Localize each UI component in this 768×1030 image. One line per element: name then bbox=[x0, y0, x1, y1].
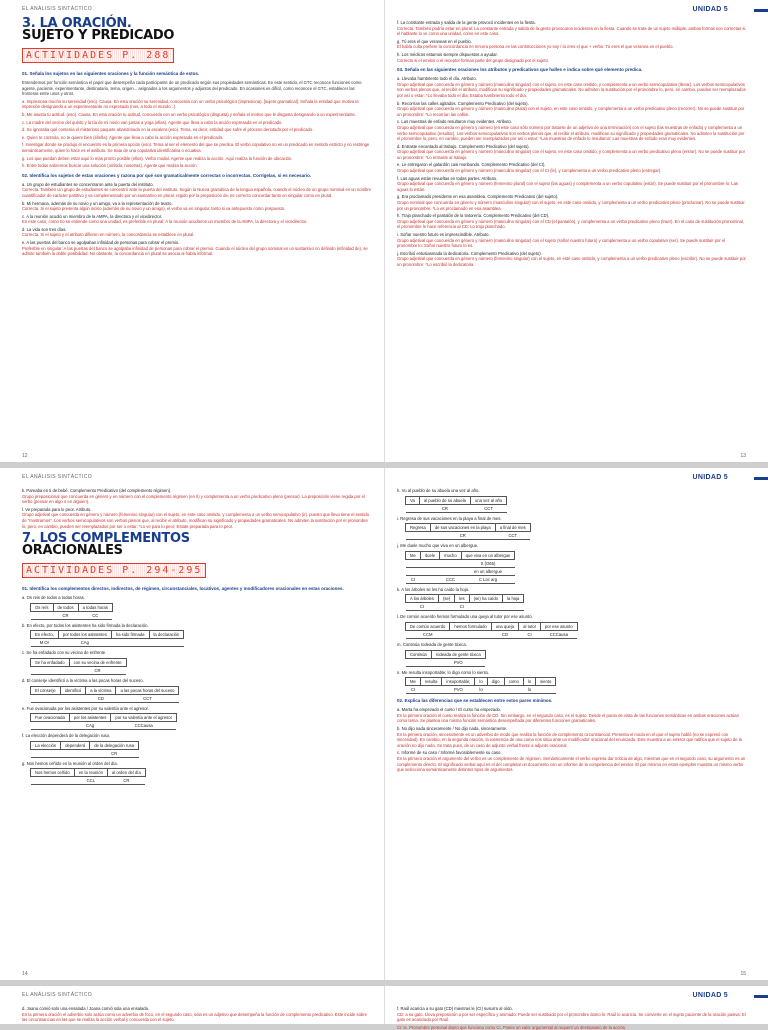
table-cell: M Or bbox=[31, 639, 59, 647]
intro-paragraph: Entendemos por función semántica el papel que desempeña cada participante de un predicado según sus propiedades semánticas. En este sentido, el GTC reconoce funciones como agente, paciente, experimentante, destinatario, tema, origen... asignados a los argumentos y adjuntos del predicado. En ocasiones es difícil, como reconoce el GTC, establecer las fronteras entre unos y otros. bbox=[22, 80, 362, 97]
analysis-table-e bbox=[30, 713, 177, 730]
table-cell: al tutor bbox=[519, 622, 541, 630]
table-cell: Fue ovacionada bbox=[31, 714, 70, 722]
table-cell: digo bbox=[487, 678, 504, 686]
example-l: l. De común acuerdo hemos formulado una queja al tutor por ese asunto. bbox=[397, 614, 533, 620]
analysis-table-n bbox=[405, 677, 556, 694]
table-cell: CI bbox=[406, 575, 421, 583]
unit-label: UNIDAD 5 bbox=[692, 6, 728, 13]
table-cell: lo bbox=[475, 686, 487, 694]
section-title: 3. LA ORACIÓN. bbox=[22, 16, 132, 31]
answer-b: b. Me asusta tu actitud. (eso). Causa. En esta oración tu actitud, concuerda con un verbo psicológico (disgusta) y señala el motivo que le disgusta designando a un experimentante. bbox=[22, 111, 357, 117]
unit-header bbox=[397, 474, 746, 486]
table-cell: lo bbox=[475, 678, 487, 686]
table-row-words bbox=[31, 714, 177, 722]
table-cell bbox=[31, 666, 70, 674]
analysis-table-h bbox=[405, 496, 507, 513]
section-title: 7. LOS COMPLEMENTOS bbox=[22, 531, 190, 547]
answer-e: Preferible en singular: A las puertas del banco se agolpaba infinidad de personas para cobrar el premio. Cuando el núcleo del grupo nominal es un sustantivo no definido (infinidad de), se admite también la doble posibilidad. No obstante, la concordancia en plural se asocia al habla informal. bbox=[22, 245, 368, 257]
table-cell bbox=[111, 639, 149, 647]
table-cell: resulta bbox=[420, 678, 442, 686]
table-row-words bbox=[406, 650, 486, 658]
example-e: e. Fue ovacionada por los asistentes por su valentía ante el agresor. bbox=[22, 705, 149, 711]
answer-k: Grupo preposicional que concuerda en género y en número con el complemento régimen (en ti) y complementa a un verbo predicativo pleno (pensar). La preposición viene regida por el verbo (pensar en algo o en alguien). bbox=[22, 493, 365, 505]
table-cell: de todos bbox=[53, 603, 78, 611]
example-n: n. Me resulta insoportable; lo digo como lo siento. bbox=[397, 669, 490, 675]
answer-b: Grupo adjetival que concuerda en género y número (masculino plural) con el sujeto, en este caso omitido, y complementa a un verbo predicativo pleno (recorrer). No se puede sustituir por un pronombre: *Lo recorrían las calles. bbox=[397, 106, 745, 117]
page-number: 13 bbox=[740, 453, 746, 459]
table-cell: de sus vacaciones en la playa bbox=[430, 524, 495, 532]
page-16 bbox=[0, 986, 384, 1024]
table-cell: a la víctima bbox=[86, 686, 116, 694]
table-cell: Va bbox=[406, 496, 420, 504]
example-i: i. Soñar nuestro futuro es imprescindible. Atributo. bbox=[397, 232, 490, 237]
unit-bar bbox=[754, 9, 768, 12]
example-a: a. Os reis de todos a todas horas. bbox=[22, 595, 85, 601]
table-row-words bbox=[31, 603, 113, 611]
table-cell bbox=[31, 749, 61, 757]
table-cell: siento bbox=[536, 678, 556, 686]
table-cell: CCT bbox=[495, 532, 530, 540]
table-cell bbox=[438, 603, 454, 611]
table-cell: CCT bbox=[470, 504, 506, 512]
example-k: k. A los árboles se les ha caído la hoja. bbox=[397, 586, 470, 592]
table-cell: una queja bbox=[491, 622, 518, 630]
table-cell: a las pocas horas del suceso bbox=[116, 686, 179, 694]
analysis-table-k bbox=[405, 594, 524, 611]
answer-d: En la primera oración el adverbio solo actúa como un adverbio de foco, en el segundo caso, sola es un adjetivo que desempeña la función de complemento predicativo. Este incide sobre las circunstancias en las que se realiza la acción verbal y concuerda con el sujeto. bbox=[22, 1011, 367, 1023]
table-cell: CR bbox=[430, 532, 495, 540]
table-cell: por todos los asistentes bbox=[58, 631, 111, 639]
table-row-words bbox=[406, 622, 578, 630]
example-m: m. Continúa rodeada de gente tóxica. bbox=[397, 641, 467, 647]
table-cell bbox=[503, 603, 524, 611]
activities-banner: ACTIVIDADES P. 294-295 bbox=[22, 563, 206, 578]
table-cell: con su vecina de enfrente bbox=[69, 658, 126, 666]
answer-a: Grupo adjetival que concuerda en género y número (masculino singular) con el sujeto, en este caso omitido, y complementa a un verbo semicopulativo (llevar). Los verbos semicopulativos son verbos plenos que, al recibir el atributo, modifican su significado y propiedades gramaticales. No admiten la sustitución por el pronombre lo, pero, en cambio, pueden ser reemplazados por así o estar: *Lo llevaba todo el día; Estaba hambriento todo el día. bbox=[397, 81, 746, 98]
example-h2: h. Trajo planchado el pantalón de la tintorería. Complemento Predicativo (del CD). bbox=[397, 213, 550, 219]
example-d: d. El conserje identificó a la víctima a las pocas horas del suceso. bbox=[22, 677, 144, 683]
table-cell: por ese asunto bbox=[540, 622, 577, 630]
table-cell: les bbox=[455, 595, 469, 603]
table-cell: CD bbox=[491, 630, 518, 638]
question-2: 02. Explica las diferencias que se establecen entre estos pares mínimos. bbox=[397, 698, 553, 704]
table-cell: Continúa bbox=[406, 650, 432, 658]
table-cell bbox=[450, 630, 491, 638]
example-f2: f. Las aguas están revueltas en todas partes. Atributo. bbox=[397, 175, 498, 181]
answer-c: Grupo adjetival que concuerda en género y número (en este caso sólo número por tratarse de un adjetivo de una terminación) con el sujeto (las muestras de enfado) y complementa a un verbo semicopulativo (resultar). Los verbos semicopulativos son verbos plenos que, al recibir el atributo, modifican su significado y propiedades gramaticales. No admiten la sustitución por el pronombre lo, pero, en cambio, pueden ser reemplazados por así o estar: *Las muestras de enfado lo resultaron; Las muestras de enfado eran muy evidentes. bbox=[397, 124, 745, 142]
table-cell: CAg bbox=[69, 722, 111, 730]
answer-g: g. Los que puedan deben estar aquí lo más pronto posible (ellos). Verbo modal. Agente que realiza la acción. Aquí realiza la función de ubicación. bbox=[22, 155, 293, 161]
answer-j: Grupo adjetival que concuerda en género y número (femenino singular) con el sujeto, en este caso omitido, y complementa a un verbo predicativo pleno (escribir). No se puede sustituir por un pronombre: *Lo escribió la dedicatoria. bbox=[397, 256, 746, 267]
table-cell bbox=[31, 611, 54, 619]
question-1: 01. Identifica los complementos directos, indirectos, de régimen, circunstanciales, locativos, agentes y modificadores oracionales en estas oraciones. bbox=[22, 586, 344, 592]
table-cell: de la delegación rusa bbox=[90, 741, 139, 749]
example-f: f. Raúl acaricia a su gato (CD) mientras le (CI) susurra al oído. bbox=[397, 1006, 513, 1011]
table-cell bbox=[420, 575, 439, 583]
spread-1 bbox=[0, 0, 768, 462]
answer-h: Correcto si el emisor o el receptor forman parte del grupo designado por el sujeto. bbox=[397, 57, 549, 63]
table-row-words bbox=[31, 631, 184, 639]
answer-f: f. Investigar donde se produjo el encuentro es la primera opción (eso). Tema al ser el elemento del que se predica. El verbo copulativo no es un predicado en sentido estricto y no restringe semánticamente, quien lo hace es el atributo. Se trata de una copulativa identificativa o ecuativa. bbox=[22, 142, 370, 153]
section-subtitle: ORACIONALES bbox=[22, 543, 123, 559]
table-row-words bbox=[406, 496, 507, 504]
table-cell: la hoja bbox=[503, 595, 524, 603]
example-f: f. La constante entrada y salida de la gente provocó incidentes en la fiesta. bbox=[397, 20, 536, 25]
table-cell: Regresa bbox=[406, 524, 431, 532]
table-cell: lo bbox=[523, 678, 535, 686]
table-cell: CR bbox=[107, 777, 145, 785]
answer-g2: Grupo nominal que concuerda en género y número (masculino singular) con el sujeto, en este caso omitido, y complementa a un verbo predicativo pleno (proclamar). No se puede sustituir por un pronombre: *Lo es proclamado en esa asamblea. bbox=[397, 200, 745, 211]
answer-d: Correcta. Si el sujeto y el atributo difieren en número, la concordancia se establece en plural. bbox=[22, 232, 195, 238]
table-cell bbox=[440, 559, 462, 567]
analysis-table-d bbox=[30, 686, 179, 703]
table-cell: dependerá bbox=[61, 741, 90, 749]
table-cell bbox=[536, 686, 556, 694]
table-cell bbox=[149, 639, 184, 647]
table-cell bbox=[406, 559, 421, 567]
table-cell bbox=[61, 749, 90, 757]
table-cell: CR bbox=[419, 504, 470, 512]
answer-f-cd: CD: a su gato. Lleva preposición a por ser específico y animado. Puede ser sustituido por el pronombre átono lo: Raúl lo acaricia. Se convierte en el sujeto paciente de la oración pasiva: El gato es acariciado por Raúl. bbox=[397, 1011, 746, 1023]
answer-a: En la primera oración el curso realiza la función de CD. Sin embargo, en el segundo caso, es el sujeto. Desde el punto de vista de las funciones semánticas en ambas oraciones actúan como tema. Se plantea una misma función semántica desempeñada por diferentes funciones gramaticales. bbox=[397, 712, 739, 724]
table-cell: CR bbox=[90, 749, 139, 757]
table-cell: a final de mes bbox=[495, 524, 530, 532]
example-g: g. Nos hemos ceñido en la reunión al orden del día. bbox=[22, 760, 118, 766]
example-b: b. Recorrían las calles agitados. Complemento Predicativo (del sujeto). bbox=[397, 100, 529, 106]
table-cell bbox=[60, 694, 86, 702]
table-cell: Os reís bbox=[31, 603, 54, 611]
example-j: j. Me duele mucho que viva en un albergue. bbox=[397, 543, 479, 549]
page-14 bbox=[0, 468, 384, 980]
page-13 bbox=[384, 0, 768, 462]
answer-f: Correcta. También podría estar en plural: La constante entrada y salida de la gente provocaron incidentes en la fiesta. Cuando se trata de un sujeto múltiple, ambas formas son correctas si el hablante lo ve como una unidad, como en este caso. bbox=[397, 25, 746, 37]
table-cell: ha sido firmada bbox=[111, 631, 149, 639]
example-g: g. Tú eres el que veraneas en el pueblo. bbox=[397, 38, 472, 44]
table-cell: en un albergue bbox=[461, 567, 515, 575]
example-a: a. Marta ha empezado el curso / El curso ha empezado. bbox=[397, 707, 502, 713]
table-cell: A los árboles bbox=[406, 595, 439, 603]
example-k: k. Pareaba en ti de bebé. Complemento Predicativo (del complemento régimen). bbox=[22, 488, 172, 493]
answer-i: Grupo adjetival que concuerda en género y número (masculino singular) con el sujeto (soñar nuestro futuro) y complementa a un verbo copulativo (ser). Se puede sustituir por el pronombre lo: Soñar nuestro futuro lo es. bbox=[397, 237, 726, 249]
example-c: c. A la reunión acudió un miembro de la AMPA, la directora y el vicedirector. bbox=[22, 213, 163, 219]
example-c: c. Se ha enfadado con su vecina de enfrente. bbox=[22, 650, 107, 656]
table-cell bbox=[31, 694, 61, 702]
table-row-functions bbox=[31, 749, 139, 757]
answer-c: En la primera oración el argumento del verbo es un complemento de régimen. Semánticamente el verbo expresa dar noticia de algo, mientras que en el segundo caso, su argumento es un complemento directo. El significado verbal aquí es el del completar un documento con un informe de la competencia del emisor. El par mínimo en estos ejemplos muestra un mismo verbo que selecciona semánticamente distintos tipos de argumentos. bbox=[397, 755, 746, 773]
table-cell: (se) bbox=[438, 595, 454, 603]
table-cell: PVO bbox=[442, 686, 475, 694]
table-cell: C Loc arg bbox=[461, 575, 515, 583]
table-row-words bbox=[406, 678, 556, 686]
example-c: c. Las muestras de enfado resultaron muy evidentes. Atributo. bbox=[397, 119, 512, 125]
table-row-functions bbox=[406, 603, 524, 611]
example-g2: g. Era proclamado presidente en esa asamblea. Complemento Predicativo (del sujeto). bbox=[397, 194, 559, 200]
spread-2 bbox=[0, 468, 768, 980]
table-cell: (se) ha caído bbox=[469, 595, 502, 603]
table-cell: hemos formulado bbox=[450, 622, 491, 630]
table-cell: insoportable; bbox=[442, 678, 475, 686]
spread-3 bbox=[0, 986, 768, 1030]
table-cell: En efecto, bbox=[31, 631, 59, 639]
example-a: a. Un grupo de estudiantes se concentraron ante la puerta del instituto. bbox=[22, 181, 154, 187]
table-cell bbox=[406, 532, 431, 540]
table-cell bbox=[406, 567, 421, 575]
table-cell: mucho bbox=[440, 551, 462, 559]
answer-c: c. La madre del vecino del quinto y la tía de mi novio van juntas a yoga (ellas). Agente que lleva a cabo la acción expresada en el predicado. bbox=[22, 119, 283, 125]
table-row-functions bbox=[406, 630, 578, 638]
answer-b: En la primera oración, sinceramente es un adverbio de modo que realiza la función de complemento circunstancial. Presenta el modo en el que el sujeto habló (no se expresó con sinceridad). En cambio, en la segunda oración, la existencia de una coma nos sitúa ante un modificador oracional del enunciado. Este muestra a un emisor que ratifica que el sujeto de la oración no dijo nada. Se trata pues, de un caso de adjunto verbal frente a adjunto oracional. bbox=[397, 731, 742, 748]
section-subtitle: SUJETO Y PREDICADO bbox=[22, 28, 175, 43]
table-row-functions bbox=[406, 504, 507, 512]
analysis-table-j bbox=[405, 551, 515, 584]
table-cell: PVO bbox=[431, 658, 485, 666]
table-cell: identificó bbox=[60, 686, 86, 694]
table-cell: duele bbox=[420, 551, 439, 559]
table-row-functions bbox=[31, 722, 177, 730]
activities-banner: ACTIVIDADES P. 288 bbox=[22, 48, 174, 63]
example-l: l. Ve preparada para lo peor. Atributo. bbox=[22, 506, 92, 512]
table-row-functions bbox=[406, 686, 556, 694]
example-e: e. A las puertas del banco se agolpaban infinidad de personas para cobrar el premio. bbox=[22, 240, 180, 246]
answer-e: e. Quien te controla, no te quiere bien (él/ella). Agente que lleva a cabo la acción expresada en el predicado. bbox=[22, 134, 224, 140]
table-row-functions bbox=[31, 611, 113, 619]
table-cell: en la reunión bbox=[74, 769, 107, 777]
page-17 bbox=[384, 986, 768, 1030]
table-cell: una vez al año bbox=[470, 496, 506, 504]
table-row-words bbox=[406, 524, 531, 532]
table-row-functions bbox=[406, 658, 486, 666]
unit-header bbox=[397, 992, 746, 1004]
table-row-functions bbox=[406, 575, 515, 583]
answer-e: Grupo adjetival que concuerda en género y número (masculino singular) con el CI (le), y complementa a un verbo predicativo pleno (entregar). bbox=[397, 168, 662, 174]
unit-label: UNIDAD 5 bbox=[692, 474, 728, 481]
running-header: EL ANÁLISIS SINTÁCTICO bbox=[22, 992, 93, 998]
table-cell: CI bbox=[455, 603, 469, 611]
table-row-functions bbox=[406, 567, 515, 575]
answer-c: En este caso, como no se entiende como una unidad, es preferible en plural: A la reunión acudieron un miembro de la AMPA, la directora y el vicedirector. bbox=[22, 219, 308, 225]
page-number: 14 bbox=[22, 971, 28, 977]
table-cell: CI bbox=[406, 686, 421, 694]
table-cell: De común acuerdo bbox=[406, 622, 450, 630]
example-f: f. La elección dependerá de la delegación rusa. bbox=[22, 733, 111, 739]
table-cell: por su valentía ante el agresor bbox=[111, 714, 177, 722]
analysis-table-l bbox=[405, 622, 578, 639]
table-cell bbox=[469, 603, 502, 611]
example-j: j. Escribió entusiasmada la dedicatoria. Complemento Predicativo (del sujeto). bbox=[397, 250, 542, 256]
question-2: 02. Identifica los sujetos de estas oraciones y razona por qué son gramaticalmente correctas o incorrectas. Corrígelas, si es necesario. bbox=[22, 172, 312, 178]
table-row-words bbox=[406, 551, 515, 559]
table-row-words bbox=[31, 658, 127, 666]
table-cell: por los asistentes bbox=[69, 714, 111, 722]
table-cell: CR bbox=[69, 666, 126, 674]
answer-h: h. Entre todas sabremos buscar una solución (omitido, nosotras). Agente que realiza la acción. bbox=[22, 163, 198, 169]
example-b: b. Mi hermana, además de su novio y un amigo, va a la representación de teatro. bbox=[22, 200, 173, 206]
table-cell: la declaración bbox=[149, 631, 184, 639]
table-cell: Se ha enfadado bbox=[31, 658, 70, 666]
table-cell: Me bbox=[406, 678, 421, 686]
example-d: d. Entraste encantado al trabajo. Complemento Predicativo (del sujeto). bbox=[397, 143, 530, 149]
answer-a: a. Impresiona mucho su serenidad (eso). Causa. En esta oración su serenidad, concuerda con un verbo psicológico (impresiona). [sujeto gramatical]. Señala la entidad que motiva la impresión designando a un experimentante no expresado (nos, a todo el mundo...). bbox=[22, 98, 359, 110]
example-c: c. Informé de su caso / Informé favorablemente su caso. bbox=[397, 750, 502, 756]
table-cell bbox=[420, 559, 439, 567]
table-cell bbox=[420, 567, 439, 575]
table-cell: Me bbox=[406, 551, 421, 559]
example-h: h. Vu al pueblo de su abuela una vez al año. bbox=[397, 488, 480, 493]
table-cell bbox=[487, 686, 504, 694]
analysis-table-m bbox=[405, 650, 486, 667]
table-cell: CD bbox=[86, 694, 116, 702]
answer-l: Grupo adjetival que concuerda en género y número (femenino singular) con el sujeto, en este caso omitido, y complementa a un verbo semicopulativo (ir), puesto que lleva tiene el sentido de "mostrarnos". Los verbos semicopulativos son verbos plenos que, al recibir el atributo, modifican su significado y propiedades gramaticales. No admiten la sustitución por el pronombre lo, pero, en cambio, pueden ser reemplazados por ser o estar: *Lo ve para lo peor; Estate preparada para lo peor. bbox=[22, 512, 370, 529]
example-h: h. Los médicos estamos siempre dispuestos a ayudar. bbox=[397, 51, 498, 57]
table-cell: CCM bbox=[406, 630, 450, 638]
answer-g: El habla culta prefiere la concordancia en tercera persona en las construcciones yo soy / tú eres el que + verbo: Tú eres el que veranea en el pueblo. bbox=[397, 44, 674, 50]
table-cell: El conserje bbox=[31, 686, 61, 694]
analysis-table-g bbox=[30, 768, 146, 785]
table-row-functions bbox=[31, 777, 146, 785]
example-e: e. Le entregaron el galardón casi moribundo. Complemento Predicativo (del CI). bbox=[397, 162, 546, 168]
table-cell bbox=[440, 567, 462, 575]
page-15 bbox=[384, 468, 768, 980]
unit-label: UNIDAD 5 bbox=[692, 992, 728, 999]
table-row-functions bbox=[406, 532, 531, 540]
analysis-table-f bbox=[30, 741, 139, 758]
table-cell bbox=[406, 658, 432, 666]
table-cell: CAg bbox=[58, 639, 111, 647]
table-cell: CR bbox=[53, 611, 78, 619]
page-12 bbox=[0, 0, 384, 462]
table-cell: CC bbox=[78, 611, 112, 619]
table-row-words bbox=[406, 595, 524, 603]
answer-f-ci: CI: le. Pronombre personal átono que funciona como CI. Posee un valor argumental al requerir un destinatario de la acción. bbox=[397, 1024, 627, 1030]
table-cell: CCT bbox=[116, 694, 179, 702]
page-number: 15 bbox=[740, 971, 746, 977]
table-cell: como bbox=[504, 678, 523, 686]
table-cell: a todas horas bbox=[78, 603, 112, 611]
table-cell bbox=[420, 686, 442, 694]
table-row-functions bbox=[406, 559, 515, 567]
table-cell bbox=[31, 722, 70, 730]
table-cell: CI bbox=[519, 630, 541, 638]
answer-h2: Grupo adjetival que concuerda en género y número (masculino singular) con el CD (el pantalón), y complementa a un verbo predicativo pleno (traer). En el caso de sustitución pronominal, el pronombre le hace referencia al CD: Lo trajo planchado. bbox=[397, 218, 745, 230]
running-header: EL ANÁLISIS SINTÁCTICO bbox=[22, 474, 93, 480]
example-d: d. Joana comió solo una ensalada / Joana comió sola una ensalada. bbox=[22, 1006, 150, 1011]
table-cell: CCC bbox=[440, 575, 462, 583]
analysis-table-b bbox=[30, 630, 184, 647]
table-row-functions bbox=[31, 639, 184, 647]
analysis-table-i bbox=[405, 523, 531, 540]
example-a: a. Llevaba hambriento todo el día. Atributo. bbox=[397, 76, 477, 82]
answer-a: Correcta. También Un grupo de estudiantes se concentró ante la puerta del instituto. Según la Nueva gramática de la lengua española, cuando el núcleo de un grupo nominal es un nombre cuantificador de carácter partitivo y va complementado por un sustantivo en plural, regido por la preposición de, es correcto concordar tanto en singular como en plural. bbox=[22, 187, 372, 198]
running-header: EL ANÁLISIS SINTÁCTICO bbox=[22, 6, 93, 12]
page-number: 12 bbox=[22, 453, 28, 459]
answer-d: Grupo adjetival que concuerda en género y número (masculino singular) con el sujeto, en este caso omitido, y complementa a un verbo predicativo pleno (entrar). No se puede sustituir por un pronombre: *Lo entraste al trabajo. bbox=[397, 149, 745, 160]
unit-bar bbox=[754, 995, 768, 998]
answer-b: Correcta. Si el sujeto presenta algún inciso (además de su novio y un amigo), el verbo va en singular, tanto si va antepuesto como pospuesto. bbox=[22, 206, 286, 212]
table-cell: lo bbox=[523, 686, 535, 694]
answer-d: d. Se ignoraba qué contenía el misterioso paquete abandonado en la escalera (eso). Tema, es decir, entidad que sufre el proceso denotado por el predicado. bbox=[22, 127, 314, 133]
table-row-functions bbox=[31, 666, 127, 674]
table-cell: La elección bbox=[31, 741, 61, 749]
table-cell: CCL bbox=[74, 777, 107, 785]
table-cell: rodeada de gente tóxica bbox=[431, 650, 485, 658]
example-b: b. En efecto, por todos los asistentes ha sido firmada la declaración. bbox=[22, 622, 149, 628]
table-row-words bbox=[31, 741, 139, 749]
table-row-functions bbox=[31, 694, 179, 702]
analysis-table-c bbox=[30, 658, 127, 675]
table-cell bbox=[31, 777, 75, 785]
table-cell bbox=[406, 504, 420, 512]
example-b: b. No dijo nada sinceramente / No dijo nada, sinceramente. bbox=[397, 725, 508, 731]
table-row-words bbox=[31, 769, 146, 777]
question-1: 01. Señala los sujetos en las siguientes oraciones y la función semántica de estos. bbox=[22, 71, 200, 76]
question-3: 03. Señala en las siguientes oraciones los atributos y predicativos que halles e indica sobre qué elemento predica. bbox=[397, 67, 643, 73]
table-cell bbox=[504, 686, 523, 694]
table-row-words bbox=[31, 686, 179, 694]
analysis-table-a bbox=[30, 603, 113, 620]
table-cell: CI bbox=[406, 603, 439, 611]
table-cell: que viva en un albergue bbox=[461, 551, 515, 559]
unit-bar bbox=[754, 477, 768, 480]
table-cell: al pueblo de su abuela bbox=[419, 496, 470, 504]
example-i: i. Regresa de sus vacaciones en la playa a final de mes. bbox=[397, 515, 502, 521]
answer-f2: Grupo adjetival que concuerda en género y número (femenino plural) con el sujeto (las aguas) y complementa a un verbo copulativo (estar). Se puede sustituir por el pronombre lo: Las aguas lo están. bbox=[397, 181, 739, 192]
table-cell: al orden del día bbox=[107, 769, 145, 777]
table-cell: S (O65) bbox=[461, 559, 515, 567]
table-cell: CCCausa bbox=[540, 630, 577, 638]
table-cell: Nos hemos ceñido bbox=[31, 769, 75, 777]
unit-header bbox=[397, 6, 746, 18]
example-d: d. La vida son tres días. bbox=[22, 226, 67, 232]
table-cell: CCCausa bbox=[111, 722, 177, 730]
